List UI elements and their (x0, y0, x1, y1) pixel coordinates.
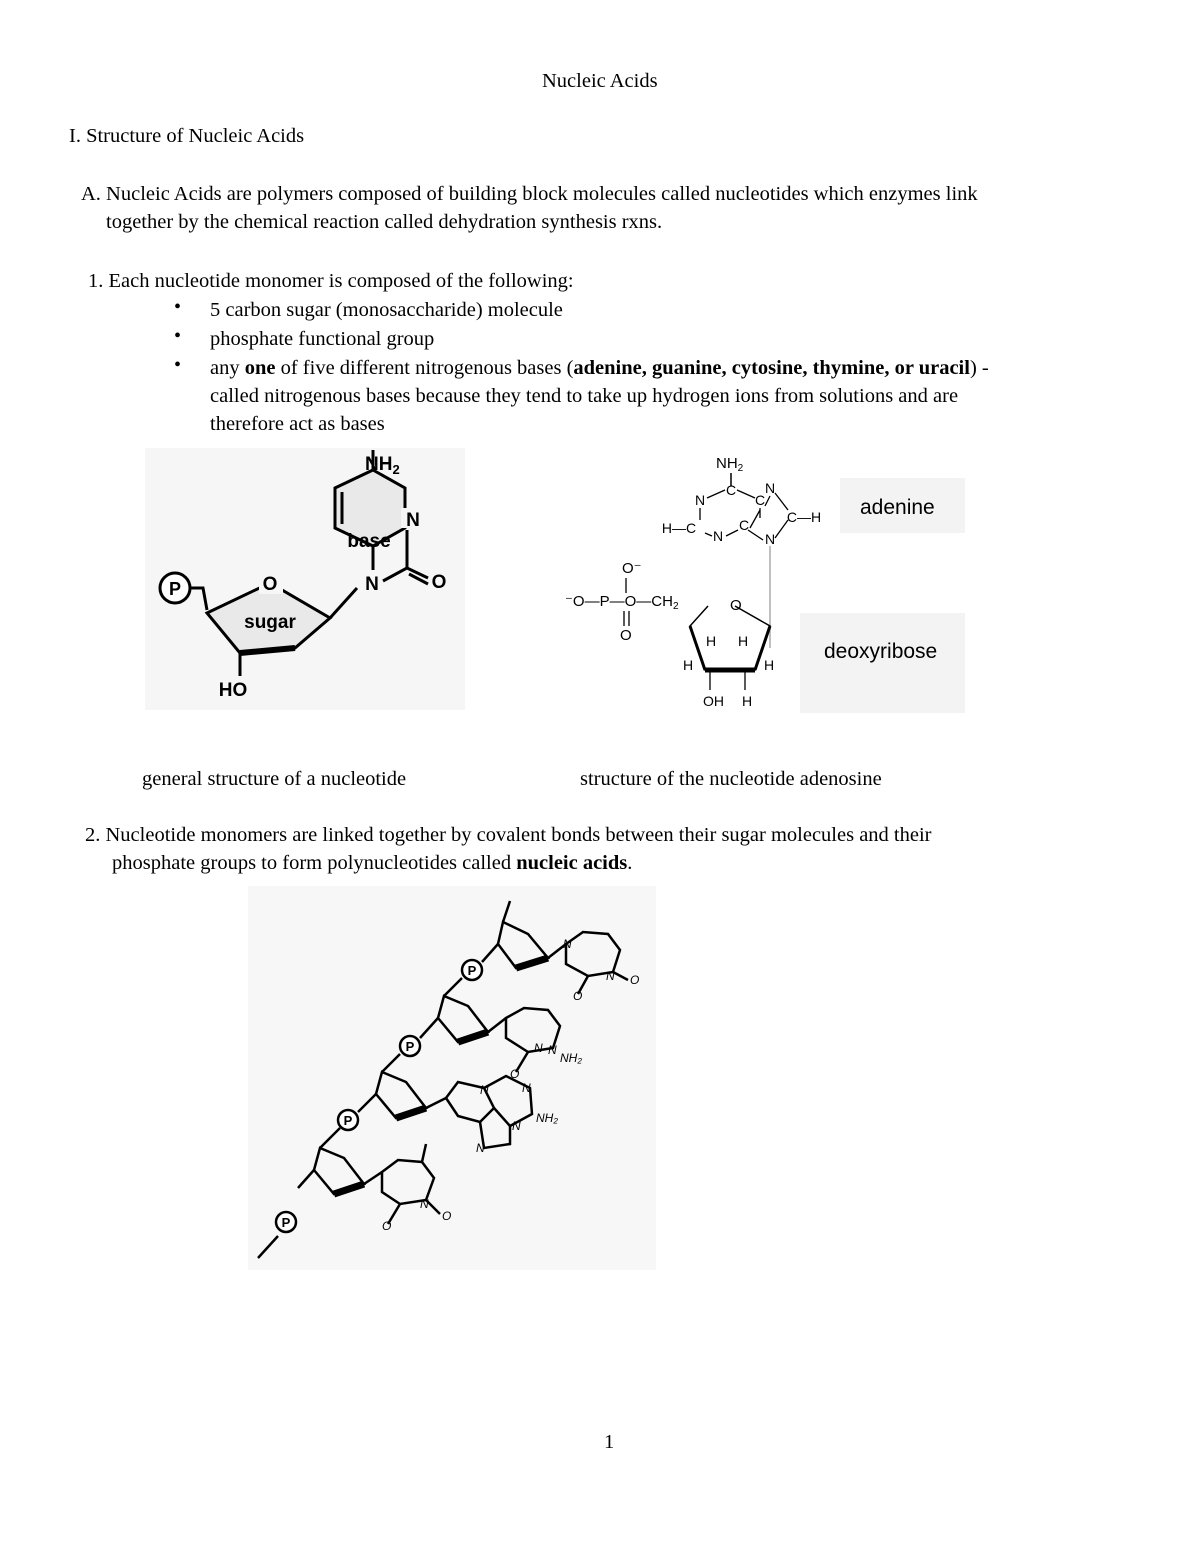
phosphate-label: P (168, 579, 182, 599)
adenine-label: adenine (860, 496, 935, 519)
item2-line2 (112, 849, 632, 877)
svg-text:H—C: H—C (661, 520, 697, 536)
bullet-bases-line2: called nitrogenous bases because they tend to take up hydrogen ions from solutions and are (210, 385, 959, 407)
svg-text:N: N (522, 1081, 531, 1095)
svg-text:C—H: C—H (786, 509, 822, 525)
svg-text:N: N (420, 1197, 429, 1211)
svg-text:N: N (512, 1119, 521, 1133)
ring-oxygen: O (262, 574, 278, 595)
ring-oxygen: O (730, 597, 742, 614)
text-segment: . (627, 852, 633, 874)
carbonyl-oxygen: O (431, 572, 447, 593)
phosphate-o-double: O (620, 627, 632, 644)
svg-text:N: N (712, 528, 724, 544)
hydrogen-label: H (706, 633, 717, 649)
svg-text:O: O (573, 989, 583, 1003)
hydrogen-label: H (764, 657, 775, 673)
polynucleotide-chain-diagram (248, 886, 656, 1270)
svg-text:C: C (738, 517, 750, 533)
hydroxyl-label: HO (218, 680, 248, 701)
svg-text:N: N (563, 937, 572, 951)
text-segment: any (210, 357, 245, 379)
bold-text: nucleic acids (516, 852, 628, 874)
bullet-marker: • (174, 325, 182, 347)
phosphate-o-minus: O⁻ (622, 560, 642, 577)
bullet-sugar: 5 carbon sugar (monosaccharide) molecule (210, 299, 563, 321)
adenosine-diagram (560, 448, 970, 720)
svg-text:N: N (764, 480, 776, 496)
svg-text:P: P (405, 1039, 415, 1054)
svg-text:P: P (467, 963, 477, 978)
section-heading: I. Structure of Nucleic Acids (69, 125, 305, 147)
item2-line1: 2. Nucleotide monomers are linked together by covalent bonds between their sugar molecules and their (85, 824, 932, 846)
bullet-marker: • (174, 354, 182, 376)
text-segment: ) - (969, 357, 989, 379)
svg-text:N: N (480, 1083, 489, 1097)
svg-text:N: N (764, 531, 776, 547)
svg-text:O: O (382, 1219, 392, 1233)
svg-text:NH₂: NH₂ (536, 1111, 558, 1125)
bold-text: one (244, 357, 276, 379)
nucleotide-general-diagram (145, 448, 465, 710)
point-a-line2: together by the chemical reaction called dehydration synthesis rxns. (106, 211, 663, 233)
bullet-bases-line3: therefore act as bases (210, 413, 385, 435)
svg-text:P: P (343, 1113, 353, 1128)
page-number: 1 (604, 1431, 615, 1453)
item1-intro: 1. Each nucleotide monomer is composed of the following: (88, 270, 574, 292)
svg-text:O: O (630, 973, 640, 987)
figure2-caption: structure of the nucleotide adenosine (580, 768, 882, 790)
svg-text:C: C (725, 482, 737, 498)
point-a-line1: A. Nucleic Acids are polymers composed of building block molecules called nucleotides which enzymes link (81, 183, 978, 205)
deoxyribose-label: deoxyribose (824, 640, 938, 663)
svg-text:P: P (281, 1215, 291, 1230)
svg-text:NH₂: NH₂ (560, 1051, 582, 1065)
svg-text:N: N (476, 1141, 485, 1155)
bold-text: adenine, guanine, cytosine, thymine, or uracil (573, 357, 970, 379)
svg-text:O: O (510, 1067, 520, 1081)
hydroxyl-label: OH (703, 693, 724, 709)
sugar-label: sugar (244, 612, 296, 633)
svg-text:N: N (548, 1043, 557, 1057)
base-nitrogen-2: N (365, 574, 379, 595)
amine-label: $NH_2$ (365, 454, 400, 477)
text-segment: phosphate groups to form polynucleotides called (112, 852, 517, 874)
adenine-amine: $NH_2$ (716, 455, 744, 474)
svg-text:C: C (754, 492, 766, 508)
base-nitrogen-1: N (406, 510, 420, 531)
page-title: Nucleic Acids (542, 70, 658, 92)
svg-text:N: N (534, 1041, 543, 1055)
svg-text:N: N (606, 969, 615, 983)
svg-text:O: O (442, 1209, 452, 1223)
purine-rings (662, 480, 821, 547)
bullet-bases (210, 354, 989, 382)
phosphate-group: $^-O—P—O—CH_2$ (565, 593, 679, 612)
text-segment: of five different nitrogenous bases ( (275, 357, 574, 379)
hydrogen-label: H (738, 633, 749, 649)
svg-text:N: N (694, 492, 706, 508)
hydrogen-label: H (742, 693, 753, 709)
base-label: base (347, 531, 391, 552)
figure1-caption: general structure of a nucleotide (142, 768, 407, 790)
bullet-marker: • (174, 296, 182, 318)
bullet-phosphate: phosphate functional group (210, 328, 435, 350)
hydrogen-label: H (683, 657, 694, 673)
